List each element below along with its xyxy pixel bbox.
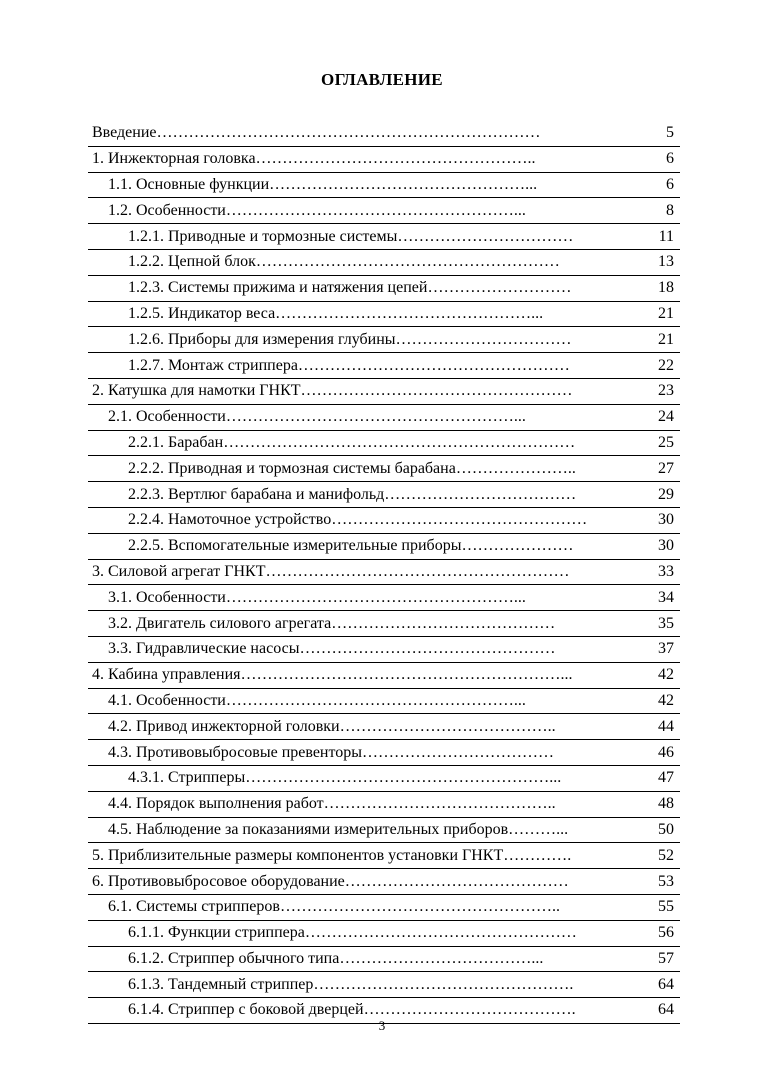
toc-entry[interactable] [88, 611, 680, 637]
toc-entry-title: 3. Силовой агрегат ГНКТ………………………………………………… [88, 559, 634, 585]
toc-entry[interactable] [88, 559, 680, 585]
toc-entry-page: 52 [634, 843, 680, 869]
toc-entry-title: 1.2.3. Системы прижима и натяжения цепей……………………… [88, 275, 634, 301]
toc-entry[interactable] [88, 920, 680, 946]
toc-entry[interactable] [88, 353, 680, 379]
toc-entry[interactable] [88, 714, 680, 740]
toc-entry-page: 11 [634, 224, 680, 250]
toc-entry[interactable] [88, 507, 680, 533]
toc-entry-page: 24 [634, 404, 680, 430]
toc-entry-page: 47 [634, 765, 680, 791]
toc-entry[interactable] [88, 533, 680, 559]
toc-entry-title: 4.3. Противовыбросовые превенторы……………………………… [88, 740, 634, 766]
toc-entry[interactable] [88, 404, 680, 430]
toc-entry[interactable] [88, 688, 680, 714]
toc-entry-page: 21 [634, 327, 680, 353]
toc-entry-title: 3.3. Гидравлические насосы………………………………………… [88, 636, 634, 662]
toc-entry-title: 4.2. Привод инжекторной головки………………………………….. [88, 714, 634, 740]
table-of-contents [88, 121, 680, 1024]
toc-entry-page: 33 [634, 559, 680, 585]
toc-entry-title: 2.2.2. Приводная и тормозная системы барабана………………….. [88, 456, 634, 482]
toc-entry[interactable] [88, 456, 680, 482]
toc-entry-title: 1.1. Основные функции…………………………………………... [88, 172, 634, 198]
toc-entry-title: 4.4. Порядок выполнения работ…………………………………….. [88, 791, 634, 817]
toc-entry-page: 64 [634, 972, 680, 998]
toc-entry-page: 42 [634, 662, 680, 688]
toc-entry-page: 53 [634, 869, 680, 895]
toc-entry-title: 3.2. Двигатель силового агрегата…………………………………… [88, 611, 634, 637]
toc-entry-page: 44 [634, 714, 680, 740]
toc-entry[interactable] [88, 765, 680, 791]
toc-entry-title: Введение……………………………………………………………… [88, 121, 634, 146]
toc-entry-page: 21 [634, 301, 680, 327]
toc-entry-title: 1.2.7. Монтаж стриппера…………………………………………… [88, 353, 634, 379]
toc-entry[interactable] [88, 121, 680, 146]
toc-entry-title: 2.2.1. Барабан………………………………………………………… [88, 430, 634, 456]
toc-entry-page: 13 [634, 249, 680, 275]
toc-entry[interactable] [88, 869, 680, 895]
toc-entry-title: 5. Приблизительные размеры компонентов установки ГНКТ…………. [88, 843, 634, 869]
toc-entry-page: 50 [634, 817, 680, 843]
toc-entry-page: 6 [634, 172, 680, 198]
toc-entry-page: 25 [634, 430, 680, 456]
toc-entry-page: 48 [634, 791, 680, 817]
toc-entry-page: 57 [634, 946, 680, 972]
toc-entry[interactable] [88, 378, 680, 404]
toc-entry-page: 30 [634, 533, 680, 559]
toc-entry-title: 6. Противовыбросовое оборудование…………………………………… [88, 869, 634, 895]
toc-entry-title: 4.3.1. Стрипперы…………………………………………………... [88, 765, 634, 791]
toc-entry-page: 56 [634, 920, 680, 946]
toc-entry-page: 30 [634, 507, 680, 533]
toc-entry-page: 8 [634, 198, 680, 224]
toc-entry[interactable] [88, 972, 680, 998]
toc-entry[interactable] [88, 275, 680, 301]
toc-entry-title: 6.1.4. Стриппер с боковой дверцей…………………………………. [88, 998, 634, 1024]
toc-entry[interactable] [88, 301, 680, 327]
toc-entry-title: 6.1.3. Тандемный стриппер…………………………………………. [88, 972, 634, 998]
toc-entry-title: 2.2.3. Вертлюг барабана и манифольд……………………………… [88, 482, 634, 508]
toc-entry-title: 4. Кабина управления……………………………………………………... [88, 662, 634, 688]
toc-entry-title: 2.1. Особенности………………………………………………... [88, 404, 634, 430]
page-number: 3 [378, 1018, 386, 1033]
toc-entry-page: 22 [634, 353, 680, 379]
toc-entry[interactable] [88, 585, 680, 611]
toc-entry[interactable] [88, 843, 680, 869]
toc-entry-title: 1.2.5. Индикатор веса…………………………………………... [88, 301, 634, 327]
toc-entry-page: 42 [634, 688, 680, 714]
toc-entry[interactable] [88, 249, 680, 275]
toc-entry-page: 5 [634, 121, 680, 146]
toc-entry[interactable] [88, 224, 680, 250]
toc-entry-page: 27 [634, 456, 680, 482]
toc-entry-page: 35 [634, 611, 680, 637]
toc-entry-page: 64 [634, 998, 680, 1024]
toc-entry-page: 55 [634, 894, 680, 920]
toc-entry[interactable] [88, 946, 680, 972]
toc-entry[interactable] [88, 894, 680, 920]
toc-entry-title: 2. Катушка для намотки ГНКТ…………………………………………… [88, 378, 634, 404]
toc-entry-page: 18 [634, 275, 680, 301]
toc-entry-title: 4.5. Наблюдение за показаниями измерительных приборов………... [88, 817, 634, 843]
toc-entry-page: 46 [634, 740, 680, 766]
toc-entry-title: 1.2.2. Цепной блок………………………………………………… [88, 249, 634, 275]
toc-entry-title: 1.2.6. Приборы для измерения глубины…………………………… [88, 327, 634, 353]
toc-entry[interactable] [88, 172, 680, 198]
toc-entry-title: 4.1. Особенности………………………………………………... [88, 688, 634, 714]
toc-entry-page: 37 [634, 636, 680, 662]
toc-entry[interactable] [88, 791, 680, 817]
toc-entry[interactable] [88, 146, 680, 172]
toc-entry-title: 2.2.5. Вспомогательные измерительные приборы………………… [88, 533, 634, 559]
toc-entry-title: 1. Инжекторная головка…………………………………………….. [88, 146, 634, 172]
toc-entry[interactable] [88, 327, 680, 353]
toc-entry-title: 2.2.4. Намоточное устройство………………………………………… [88, 507, 634, 533]
toc-entry-title: 6.1.1. Функции стриппера…………………………………………… [88, 920, 634, 946]
toc-entry-title: 1.2. Особенности………………………………………………... [88, 198, 634, 224]
toc-entry[interactable] [88, 430, 680, 456]
toc-entry-title: 6.1. Системы стрипперов…………………………………………….. [88, 894, 634, 920]
toc-entry[interactable] [88, 482, 680, 508]
toc-entry-page: 6 [634, 146, 680, 172]
toc-entry[interactable] [88, 198, 680, 224]
toc-entry[interactable] [88, 817, 680, 843]
toc-entry-page: 23 [634, 378, 680, 404]
toc-entry-title: 1.2.1. Приводные и тормозные системы…………………………… [88, 224, 634, 250]
toc-entry[interactable] [88, 740, 680, 766]
page-title: ОГЛАВЛЕНИЕ [321, 70, 443, 89]
toc-entry-title: 3.1. Особенности………………………………………………... [88, 585, 634, 611]
toc-entry-title: 6.1.2. Стриппер обычного типа………………………………... [88, 946, 634, 972]
toc-entry[interactable] [88, 636, 680, 662]
toc-entry-page: 29 [634, 482, 680, 508]
toc-entry-page: 34 [634, 585, 680, 611]
toc-entry[interactable] [88, 662, 680, 688]
